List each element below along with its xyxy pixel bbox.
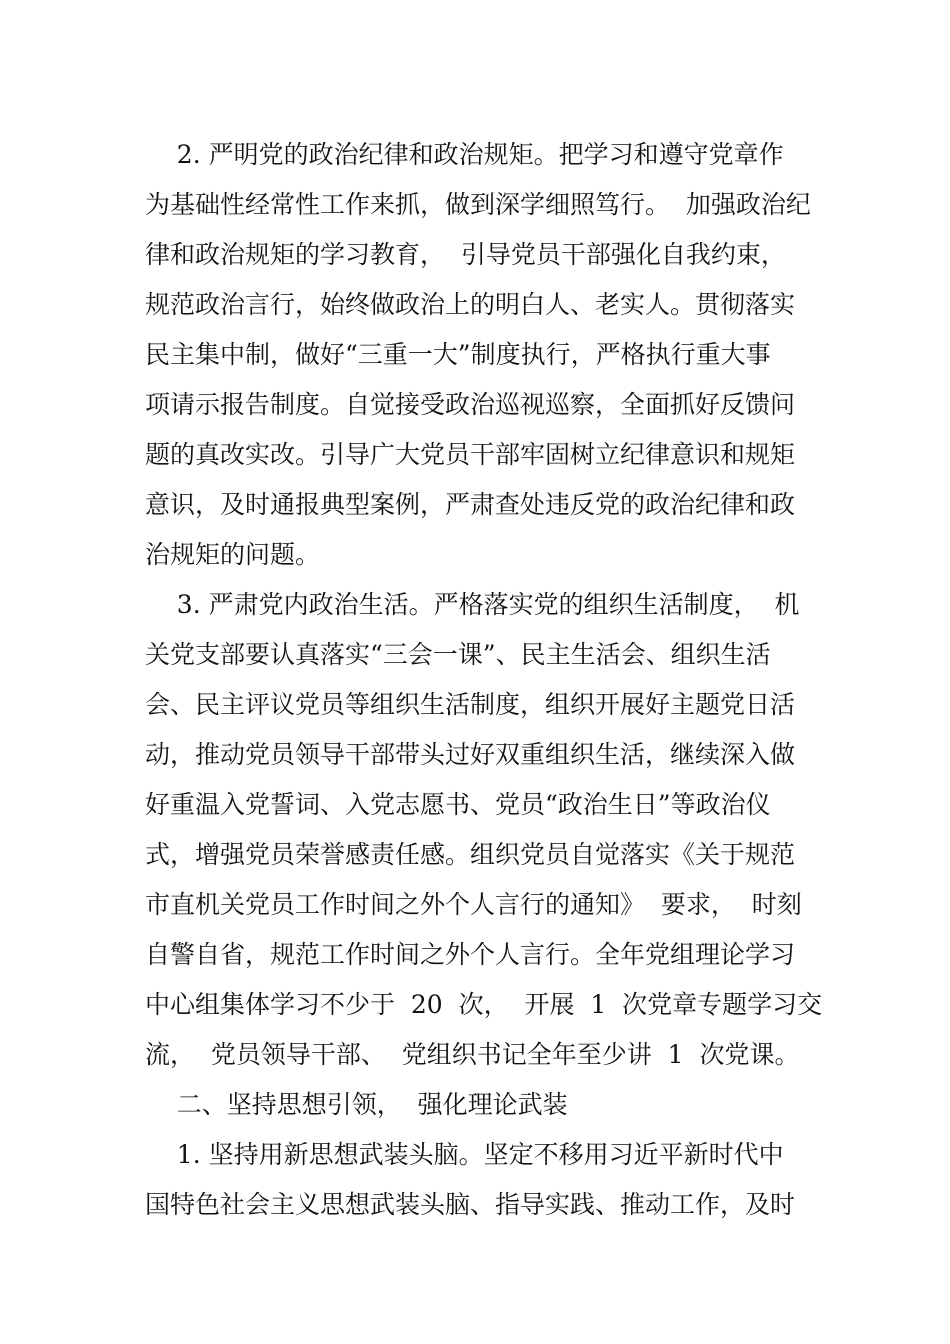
text-line: 题的真改实改。引导广大党员干部牢固树立纪律意识和规矩 <box>145 440 796 469</box>
text-line: 中心组集体学习不少于 20 次， 开展 1 次党章专题学习交 <box>145 990 823 1019</box>
text-line: 会、民主评议党员等组织生活制度，组织开展好主题党日活 <box>145 690 796 719</box>
text-line: 动，推动党员领导干部带头过好双重组织生活，继续深入做 <box>145 740 796 769</box>
text-line: 意识，及时通报典型案例，严肃查处违反党的政治纪律和政 <box>145 490 796 519</box>
text-line: 流， 党员领导干部、 党组织书记全年至少讲 1 次党课。 <box>145 1040 800 1069</box>
text-line: 治规矩的问题。 <box>145 540 321 569</box>
text-line: 为基础性经常性工作来抓，做到深学细照笃行。 加强政治纪 <box>145 190 811 219</box>
text-line: 规范政治言行，始终做政治上的明白人、老实人。贯彻落实 <box>145 290 796 319</box>
text-line: 市直机关党员工作时间之外个人言行的通知》 要求， 时刻 <box>145 890 802 919</box>
section-heading: 二、坚持思想引领， 强化理论武装 <box>145 1090 568 1119</box>
text-line: 1. 坚持用新思想武装头脑。坚定不移用习近平新时代中 <box>145 1140 784 1169</box>
text-line: 自警自省，规范工作时间之外个人言行。全年党组理论学习 <box>145 940 796 969</box>
text-line: 2. 严明党的政治纪律和政治规矩。把学习和遵守党章作 <box>145 140 784 169</box>
text-line: 民主集中制，做好“三重一大”制度执行，严格执行重大事 <box>145 340 771 369</box>
text-line: 好重温入党誓词、入党志愿书、党员“政治生日”等政治仪 <box>145 790 771 819</box>
text-line: 关党支部要认真落实“三会一课”、民主生活会、组织生活 <box>145 640 771 669</box>
text-line: 3. 严肃党内政治生活。严格落实党的组织生活制度， 机 <box>145 590 800 619</box>
text-line: 律和政治规矩的学习教育， 引导党员干部强化自我约束， <box>145 240 786 269</box>
text-line: 项请示报告制度。自觉接受政治巡视巡察，全面抓好反馈问 <box>145 390 796 419</box>
text-line: 式，增强党员荣誉感责任感。组织党员自觉落实《关于规范 <box>145 840 796 869</box>
text-line: 国特色社会主义思想武装头脑、指导实践、推动工作，及时 <box>145 1190 796 1219</box>
